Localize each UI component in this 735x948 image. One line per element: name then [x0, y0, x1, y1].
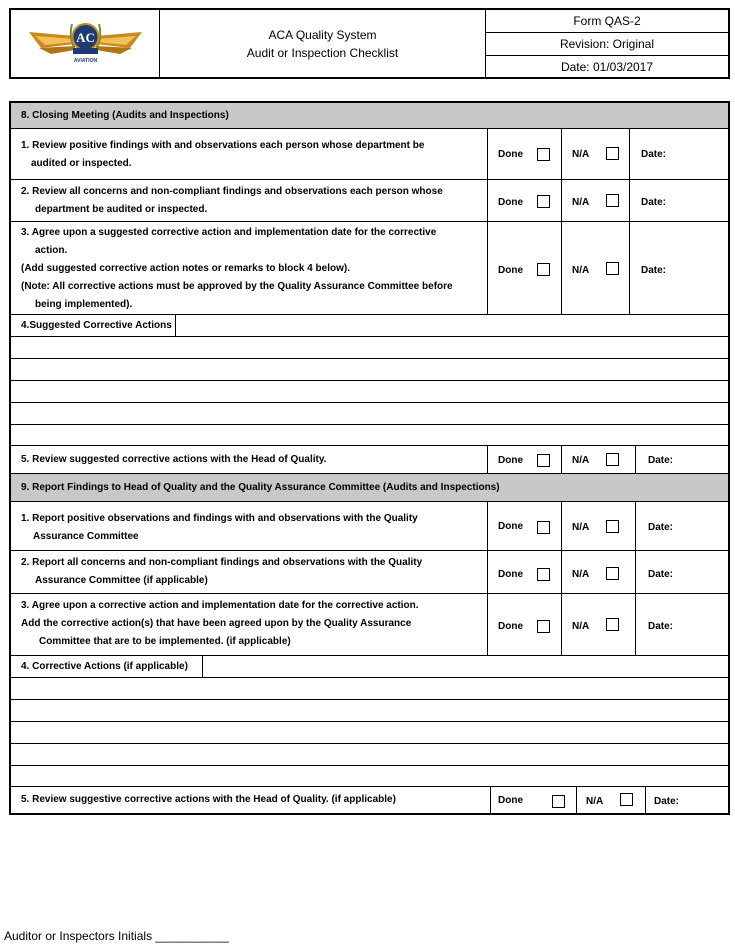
date-label: Date: — [648, 455, 674, 466]
date-label: Date: — [654, 796, 680, 807]
item-text: 5. Review suggestive corrective actions with the Head of Quality. (if applicable) — [21, 794, 396, 805]
blank-action-line[interactable] — [11, 337, 728, 359]
done-checkbox[interactable] — [537, 454, 550, 467]
done-label: Done — [498, 621, 523, 632]
suggested-actions-label: 4.Suggested Corrective Actions — [21, 315, 176, 336]
item-text: (Note: All corrective actions must be approved by the Quality Assurance Committee before — [21, 281, 453, 292]
item-text: Assurance Committee — [33, 531, 139, 542]
item-text: 2. Report all concerns and non-compliant findings and observations with the Quality — [21, 557, 423, 568]
revision-date: Date: 01/03/2017 — [560, 59, 654, 74]
date-label: Date: — [648, 621, 674, 632]
na-label: N/A — [572, 265, 590, 276]
na-checkbox[interactable] — [606, 567, 619, 580]
corrective-actions-header — [11, 656, 728, 678]
date-label: Date: — [641, 197, 667, 208]
aca-aviation-logo — [11, 10, 160, 77]
item-text: 3. Agree upon a corrective action and implementation date for the corrective action. — [21, 600, 419, 611]
blank-action-line[interactable] — [11, 744, 728, 766]
done-checkbox[interactable] — [537, 568, 550, 581]
logo-caption: AVIATION — [73, 58, 98, 64]
corrective-actions-label: 4. Corrective Actions (if applicable) — [21, 656, 203, 677]
done-label: Done — [498, 197, 523, 208]
done-checkbox[interactable] — [537, 148, 550, 161]
checklist-table — [9, 101, 730, 815]
section-9-heading: 9. Report Findings to Head of Quality and the Quality Assurance Committee (Audits and Inspections) — [11, 474, 728, 502]
checklist-item — [11, 787, 728, 813]
date-label: Date: — [641, 265, 667, 276]
done-label: Done — [498, 265, 523, 276]
na-checkbox[interactable] — [606, 262, 619, 275]
na-label: N/A — [572, 149, 590, 160]
item-text: department be audited or inspected. — [35, 204, 208, 215]
checklist-title: Audit or Inspection Checklist — [246, 45, 399, 60]
item-text: audited or inspected. — [31, 158, 132, 169]
form-number: Form QAS-2 — [486, 10, 728, 33]
checklist-item — [11, 551, 728, 594]
title-cell — [160, 10, 486, 77]
item-text: being implemented). — [35, 299, 133, 310]
blank-action-line[interactable] — [11, 403, 728, 425]
na-label: N/A — [572, 569, 590, 580]
done-checkbox[interactable] — [537, 620, 550, 633]
blank-action-line[interactable] — [11, 678, 728, 700]
na-checkbox[interactable] — [606, 618, 619, 631]
item-text: Assurance Committee (if applicable) — [35, 575, 208, 586]
checklist-item — [11, 594, 728, 656]
section-8-heading: 8. Closing Meeting (Audits and Inspections) — [11, 103, 728, 129]
blank-action-line[interactable] — [11, 766, 728, 787]
na-checkbox[interactable] — [606, 453, 619, 466]
done-checkbox[interactable] — [537, 195, 550, 208]
done-checkbox[interactable] — [537, 521, 550, 534]
na-label: N/A — [572, 197, 590, 208]
na-checkbox[interactable] — [606, 147, 619, 160]
date-label: Date: — [641, 149, 667, 160]
checklist-item — [11, 180, 728, 222]
form-header — [9, 8, 730, 79]
na-checkbox[interactable] — [606, 194, 619, 207]
na-label: N/A — [572, 522, 590, 533]
done-checkbox[interactable] — [552, 795, 565, 808]
item-text: 2. Review all concerns and non-compliant findings and observations each person whose — [21, 186, 443, 197]
revision: Revision: Original — [486, 33, 728, 56]
item-text: 3. Agree upon a suggested corrective action and implementation date for the corrective — [21, 227, 437, 238]
done-label: Done — [498, 795, 523, 806]
suggested-actions-header — [11, 315, 728, 337]
logo-text: AC — [76, 30, 95, 45]
na-label: N/A — [572, 455, 590, 466]
na-label: N/A — [586, 796, 604, 807]
checklist-item — [11, 222, 728, 315]
blank-action-line[interactable] — [11, 381, 728, 403]
checklist-item — [11, 129, 728, 180]
checklist-item — [11, 446, 728, 474]
blank-action-line[interactable] — [11, 722, 728, 744]
item-text: action. — [35, 245, 68, 256]
item-text: Committee that are to be implemented. (if applicable) — [39, 636, 291, 647]
date-label: Date: — [648, 522, 674, 533]
na-checkbox[interactable] — [606, 520, 619, 533]
logo-cell — [11, 10, 160, 77]
blank-action-line[interactable] — [11, 700, 728, 722]
item-text: 1. Review positive findings with and observations each person whose department be — [21, 140, 425, 151]
item-text: 5. Review suggested corrective actions with the Head of Quality. — [21, 454, 327, 465]
done-label: Done — [498, 455, 523, 466]
item-text: Add the corrective action(s) that have been agreed upon by the Quality Assurance — [21, 618, 412, 629]
item-text: (Add suggested corrective action notes or remarks to block 4 below). — [21, 263, 350, 274]
done-label: Done — [498, 569, 523, 580]
system-title: ACA Quality System — [268, 27, 377, 42]
done-label: Done — [498, 149, 523, 160]
blank-action-line[interactable] — [11, 425, 728, 446]
date-label: Date: — [648, 569, 674, 580]
inspector-initials-line[interactable]: Auditor or Inspectors Initials ___________ — [4, 929, 229, 943]
done-label: Done — [498, 521, 523, 532]
na-label: N/A — [572, 621, 590, 632]
checklist-item — [11, 502, 728, 551]
item-text: 1. Report positive observations and findings with and observations with the Quality — [21, 513, 418, 524]
blank-action-line[interactable] — [11, 359, 728, 381]
na-checkbox[interactable] — [620, 793, 633, 806]
done-checkbox[interactable] — [537, 263, 550, 276]
